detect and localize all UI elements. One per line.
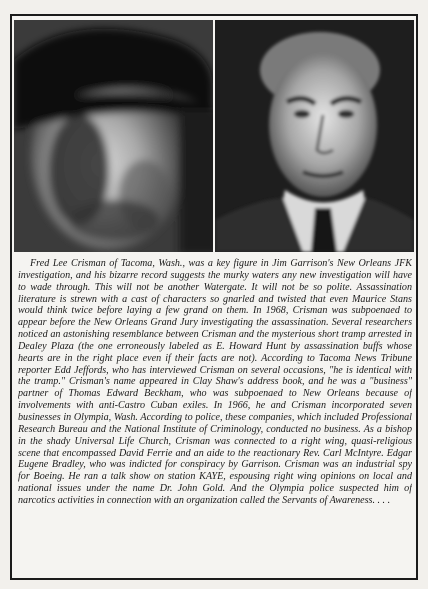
caption-text: Fred Lee Crisman of Tacoma, Wash., was a key figure in Jim Garrison's New Orleans JFK investigation, and his bizarre record suggests the murky waters any new investigation will have to wade through. This will not be another Watergate. It will not be so polite. Assassination literature is strewn with a cast of characters so gnarled and twisted that even Maurice Stans would think twice before laying a few grand on them. In 1968, Crisman was subpoenaed to appear before the New Orleans Grand Jury investigating the assassination. Several researchers noticed an astonishing resemblance between Crisman and the mysterious short tramp arrested in Dealey Plaza (the one erroneously labeled as E. Howard Hunt by assassination buffs whose hearts are in the right place even if their facts are not). According to Tacoma News Tribune reporter Edd Jeffords, who has interviewed Crisman on several occasions, "he is identical with the tramp." Crisman's name appeared in Clay Shaw's address book, and he was a "business" partner of Thomas Edward Beckham, who was subpoenaed to New Orleans because of involvements with anti-Castro Cuban exiles. In 1966, he and Crisman incorporated seven businesses in Olympia, Wash. According to police, these companies, which included Professional Research Bureau and the National Institute of Criminology, conducted no business. As a bishop in the shady Universal Life Church, Crisman was connected to a right wing, quasi-religious scene that encompassed David Ferrie and an aide to the reactionary Rev. Carl McIntyre. Edgar Eugene Bradley, who was indicted for conspiracy by Garrison. Crisman was an industrial spy for Boeing. He ran a talk show on station KAYE, espousing right wing opinions on local and national issues under the name Dr. John Gold. And the Olympia police suspected him of narcotics activities in connection with an organization called the Servants of Awareness. . . . xyxy=(18,258,412,506)
tramp-photo xyxy=(14,20,213,252)
headline-fragment xyxy=(6,0,422,10)
photo-caption xyxy=(18,258,412,578)
crisman-portrait-photo xyxy=(215,20,414,252)
crisman-portrait-image xyxy=(215,20,414,252)
tramp-photo-image xyxy=(14,20,213,252)
